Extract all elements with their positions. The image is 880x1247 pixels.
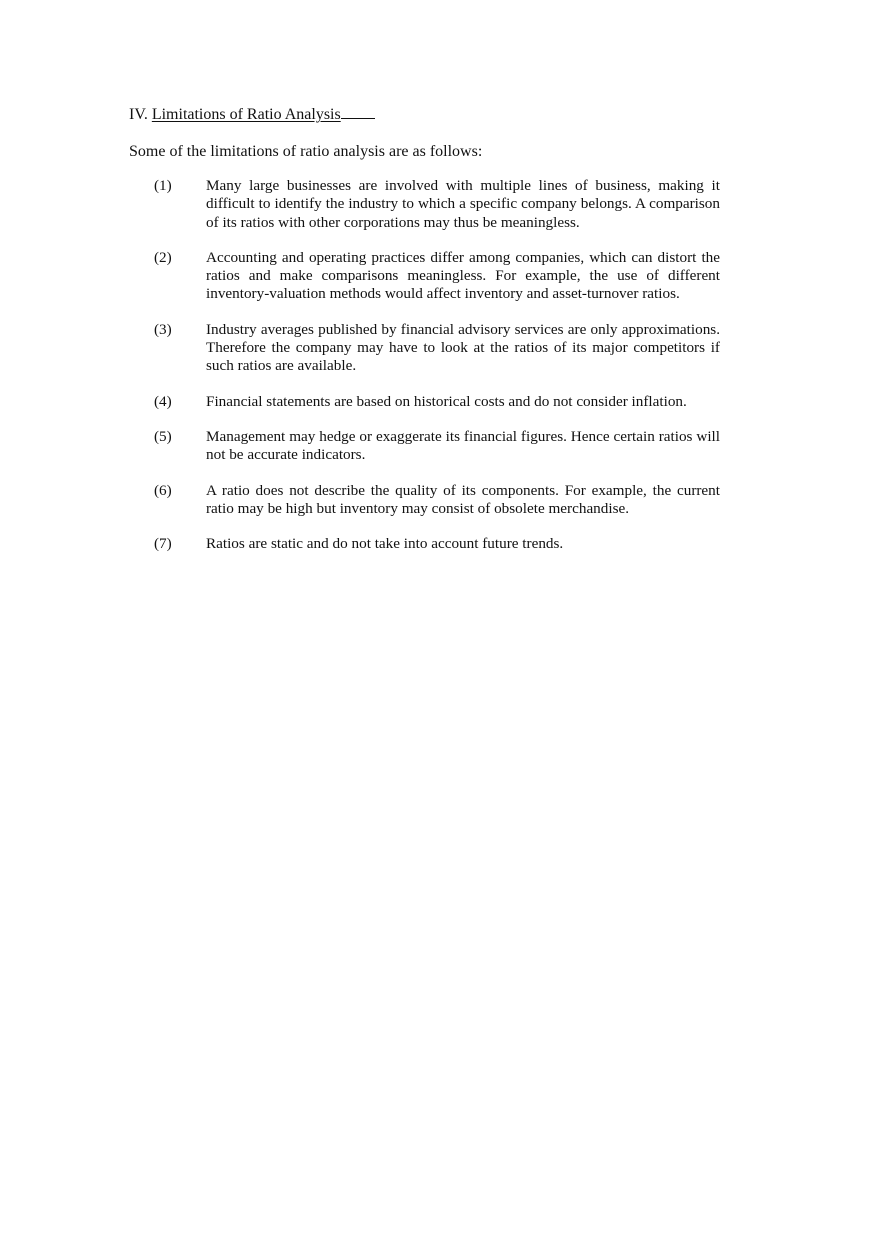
list-item xyxy=(154,535,720,553)
list-item xyxy=(154,428,720,465)
item-number: (3) xyxy=(154,320,172,338)
item-number: (7) xyxy=(154,535,172,553)
list-item xyxy=(154,321,720,376)
title-underline-extension xyxy=(341,104,375,119)
item-number: (6) xyxy=(154,481,172,499)
limitations-list xyxy=(154,177,720,570)
section-heading xyxy=(129,104,375,125)
section-number: IV. xyxy=(129,106,148,123)
item-text: Many large businesses are involved with multiple lines of business, making it difficult to identify the industry to which a specific company belongs. A comparison of its ratios with other corporations may thus be meaningless. xyxy=(206,177,720,231)
list-item xyxy=(154,482,720,519)
item-number: (1) xyxy=(154,177,172,194)
item-text: A ratio does not describe the quality of its components. For example, the current ratio may be high but inventory may consist of obsolete merchandise. xyxy=(206,481,720,517)
list-item xyxy=(154,393,720,411)
item-text: Financial statements are based on historical costs and do not consider inflation. xyxy=(206,392,687,410)
item-number: (4) xyxy=(154,392,172,410)
section-title: Limitations of Ratio Analysis xyxy=(151,106,341,123)
item-text: Accounting and operating practices differ among companies, which can distort the ratios and make comparisons meaningless. For example, the use of different inventory-valuation methods would affect inventory and asset-turnover ratios. xyxy=(206,248,720,303)
item-text: Industry averages published by financial advisory services are only approximations. Therefore the company may have to look at the ratios of its major competitors if such ratios are available. xyxy=(206,320,720,375)
item-text: Ratios are static and do not take into account future trends. xyxy=(206,535,564,553)
list-item xyxy=(154,249,720,304)
list-item xyxy=(154,177,720,232)
item-number: (5) xyxy=(154,427,172,445)
intro-paragraph: Some of the limitations of ratio analysis are as follows: xyxy=(129,143,483,160)
item-text: Management may hedge or exaggerate its financial figures. Hence certain ratios will not be accurate indicators. xyxy=(206,427,720,464)
item-number: (2) xyxy=(154,248,172,266)
